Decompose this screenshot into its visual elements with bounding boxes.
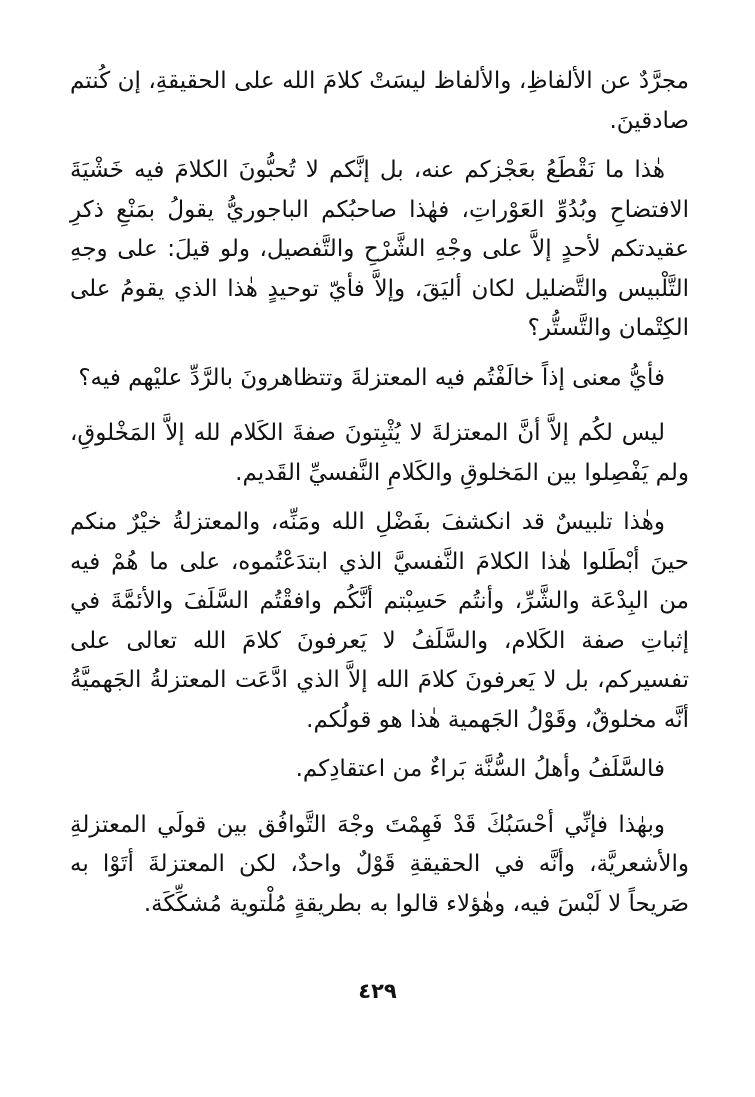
paragraph-1: مجرَّدٌ عن الألفاظِ، والألفاظ ليسَتْ كلامَ الله على الحقيقةِ، إن كُنتم صادقينَ. bbox=[70, 68, 689, 134]
document-page bbox=[70, 62, 689, 1057]
paragraph-7: وبهٰذا فإنِّي أحْسَبُكَ قَدْ فَهِمْتَ وجْهَ التَّوافُق بين قولَي المعتزلةِ والأشعريَّة، وأنَّه في الحقيقةِ قَوْلٌ واحدٌ، لكن المعتزلةَ أتَوْا به صَريحاً لا لَبْسَ فيه، وهٰؤلاء قالوا به بطريقةٍ مُلْتوية مُشكِّكَة. bbox=[70, 811, 689, 917]
paragraph-6: فالسَّلَفُ وأهلُ السُّنَّة بَراءٌ من اعتقادِكم. bbox=[295, 756, 665, 782]
paragraph-2: هٰذا ما نَقْطَعُ بعَجْزكم عنه، بل إنَّكم لا تُحبُّونَ الكلامَ فيه خَشْيَةَ الافتضاحِ وبُدُوِّ العَوْراتِ، فهٰذا صاحبُكم الباجوريُّ يقولُ بمَنْعِ ذكرِ عقيدتكم لأحدٍ إلاَّ على وجْهِ الشَّرْحِ والتَّفصيل، ولو قيلَ: على وجهِ التَّلْبيس والتَّضليل لكان أليَقَ، وإلاَّ فأيّ توحيدٍ هٰذا الذي يقومُ على الكِتْمان والتَّستُّر؟ bbox=[70, 157, 689, 341]
page-number: ٤٢٩ bbox=[358, 979, 397, 1003]
paragraph-3: فأيُّ معنى إذاً خالَفْتُم فيه المعتزلةَ وتتظاهرونَ بالرَّدِّ عليْهم فيه؟ bbox=[78, 364, 665, 391]
paragraph-5: وهٰذا تلبيسٌ قد انكشفَ بفَضْلِ الله ومَنِّه، والمعتزلةُ خيْرٌ منكم حينَ أبْطَلوا هٰذا الكلامَ النَّفسيَّ الذي ابتدَعْتُموه، على ما هُمْ فيه من البِدْعَة والشَّرِّ، وأنتُم حَسِبْتم أنَّكُم وافقْتُم السَّلَفَ والأئمَّةَ في إثباتِ صفة الكَلام، والسَّلَفُ لا يَعرفونَ كلامَ الله تعالى على تفسيركم، بل لا يَعرفونَ كلامَ الله إلاَّ الذي ادَّعَت المعتزلةُ الجَهميَّةُ أنَّه مخلوقٌ، وقَوْلُ الجَهمية هٰذا هو قولُكم. bbox=[70, 509, 689, 733]
paragraph-4: ليس لكُم إلاَّ أنَّ المعتزلةَ لا يُثْبِتونَ صفةَ الكَلام لله إلاَّ المَخْلوقِ، ولم يَفْصِلوا بين المَخلوقِ والكَلامِ النَّفسيِّ القَديم. bbox=[70, 420, 689, 486]
